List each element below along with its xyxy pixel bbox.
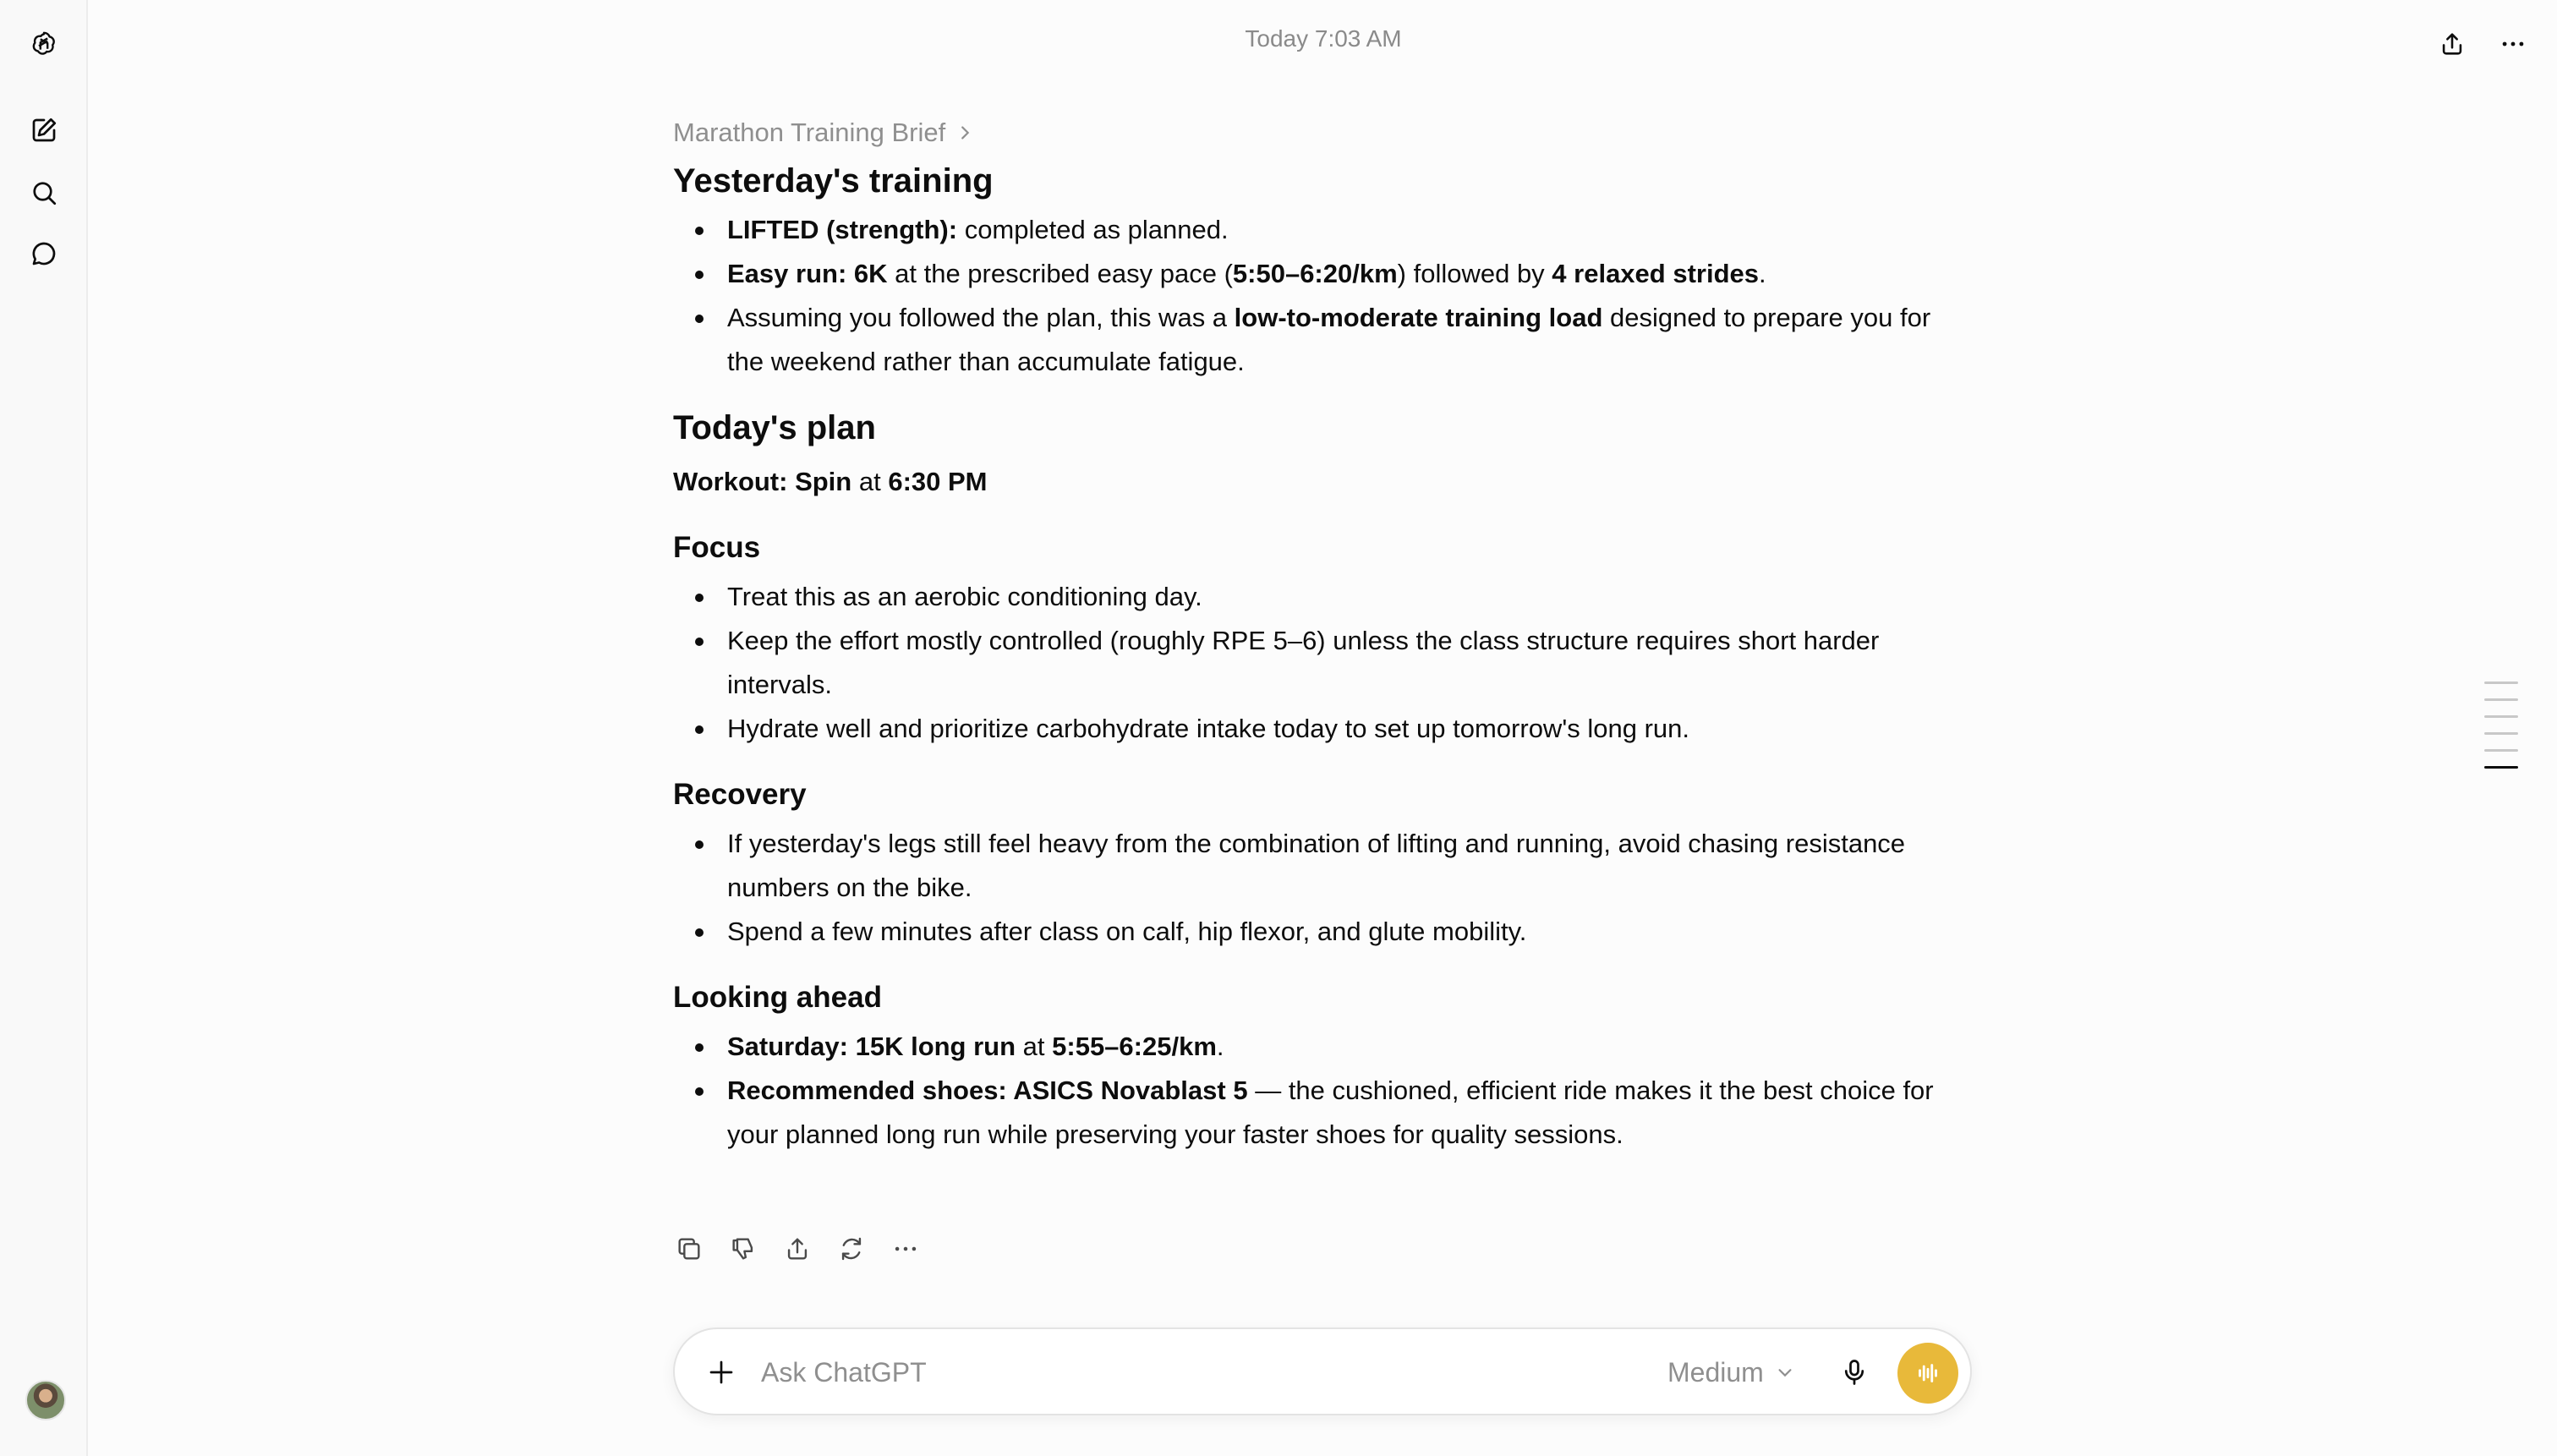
list-item: Saturday: 15K long run at 5:55–6:25/km. xyxy=(673,1025,1958,1069)
openai-logo-icon[interactable] xyxy=(22,22,66,66)
chat-input[interactable] xyxy=(761,1349,1488,1395)
regenerate-icon[interactable] xyxy=(835,1233,868,1265)
composer xyxy=(673,1327,1972,1415)
share-icon[interactable] xyxy=(781,1233,813,1265)
outline-scroll-markers[interactable] xyxy=(2484,681,2518,783)
new-chat-icon[interactable] xyxy=(22,108,66,152)
plus-icon[interactable] xyxy=(700,1351,742,1393)
list-item: If yesterday's legs still feel heavy from the combination of lifting and running, avoid chasing resistance numbers on the bike. xyxy=(673,822,1958,910)
avatar[interactable] xyxy=(25,1380,66,1420)
list-item: Recommended shoes: ASICS Novablast 5 — the cushioned, efficient ride makes it the best choice for your planned long run while preserving your faster shoes for quality sessions. xyxy=(673,1069,1958,1157)
copy-icon[interactable] xyxy=(673,1233,705,1265)
ahead-list xyxy=(673,1025,1958,1157)
chat-bubble-icon[interactable] xyxy=(22,232,66,276)
breadcrumb-label[interactable]: Marathon Training Brief xyxy=(673,118,946,147)
list-item: LIFTED (strength): completed as planned. xyxy=(673,208,1958,252)
list-item: Assuming you followed the plan, this was a low-to-moderate training load designed to prepare you for the weekend rather than accumulate fatigue. xyxy=(673,296,1958,384)
thumbs-down-icon[interactable] xyxy=(727,1233,759,1265)
list-item: Easy run: 6K at the prescribed easy pace (5:50–6:20/km) followed by 4 relaxed strides. xyxy=(673,252,1958,296)
model-select[interactable] xyxy=(1667,1351,1794,1393)
section-title-ahead: Looking ahead xyxy=(673,981,882,1014)
focus-list xyxy=(673,575,1958,751)
list-item: Keep the effort mostly controlled (roughly RPE 5–6) unless the class structure requires short harder intervals. xyxy=(673,619,1958,707)
search-icon[interactable] xyxy=(22,171,66,215)
recovery-list xyxy=(673,822,1958,954)
list-item: Spend a few minutes after class on calf, hip flexor, and glute mobility. xyxy=(673,910,1958,954)
section-title-today: Today's plan xyxy=(673,409,876,446)
yesterday-list xyxy=(673,208,1958,384)
assistant-message xyxy=(673,112,1958,1157)
list-item: Treat this as an aerobic conditioning day. xyxy=(673,575,1958,619)
sidebar xyxy=(0,0,88,1456)
chevron-right-icon xyxy=(955,123,974,142)
voice-mode-button[interactable] xyxy=(1897,1343,1958,1404)
list-item: Hydrate well and prioritize carbohydrate intake today to set up tomorrow's long run. xyxy=(673,707,1958,751)
timestamp: Today 7:03 AM xyxy=(1245,25,1402,52)
more-icon[interactable] xyxy=(890,1233,922,1265)
section-title-focus: Focus xyxy=(673,531,761,564)
waveform-icon xyxy=(1912,1357,1944,1389)
breadcrumb[interactable] xyxy=(673,112,1958,154)
share-icon[interactable] xyxy=(2430,22,2474,66)
workout-line: Workout: Spin at 6:30 PM xyxy=(673,467,988,496)
chevron-down-icon xyxy=(1776,1363,1794,1382)
microphone-icon[interactable] xyxy=(1833,1351,1875,1393)
model-select-label[interactable]: Medium xyxy=(1667,1356,1764,1388)
section-title-yesterday: Yesterday's training xyxy=(673,162,994,200)
section-title-recovery: Recovery xyxy=(673,778,807,811)
more-options-icon[interactable] xyxy=(2491,22,2535,66)
message-actions xyxy=(673,1233,922,1265)
